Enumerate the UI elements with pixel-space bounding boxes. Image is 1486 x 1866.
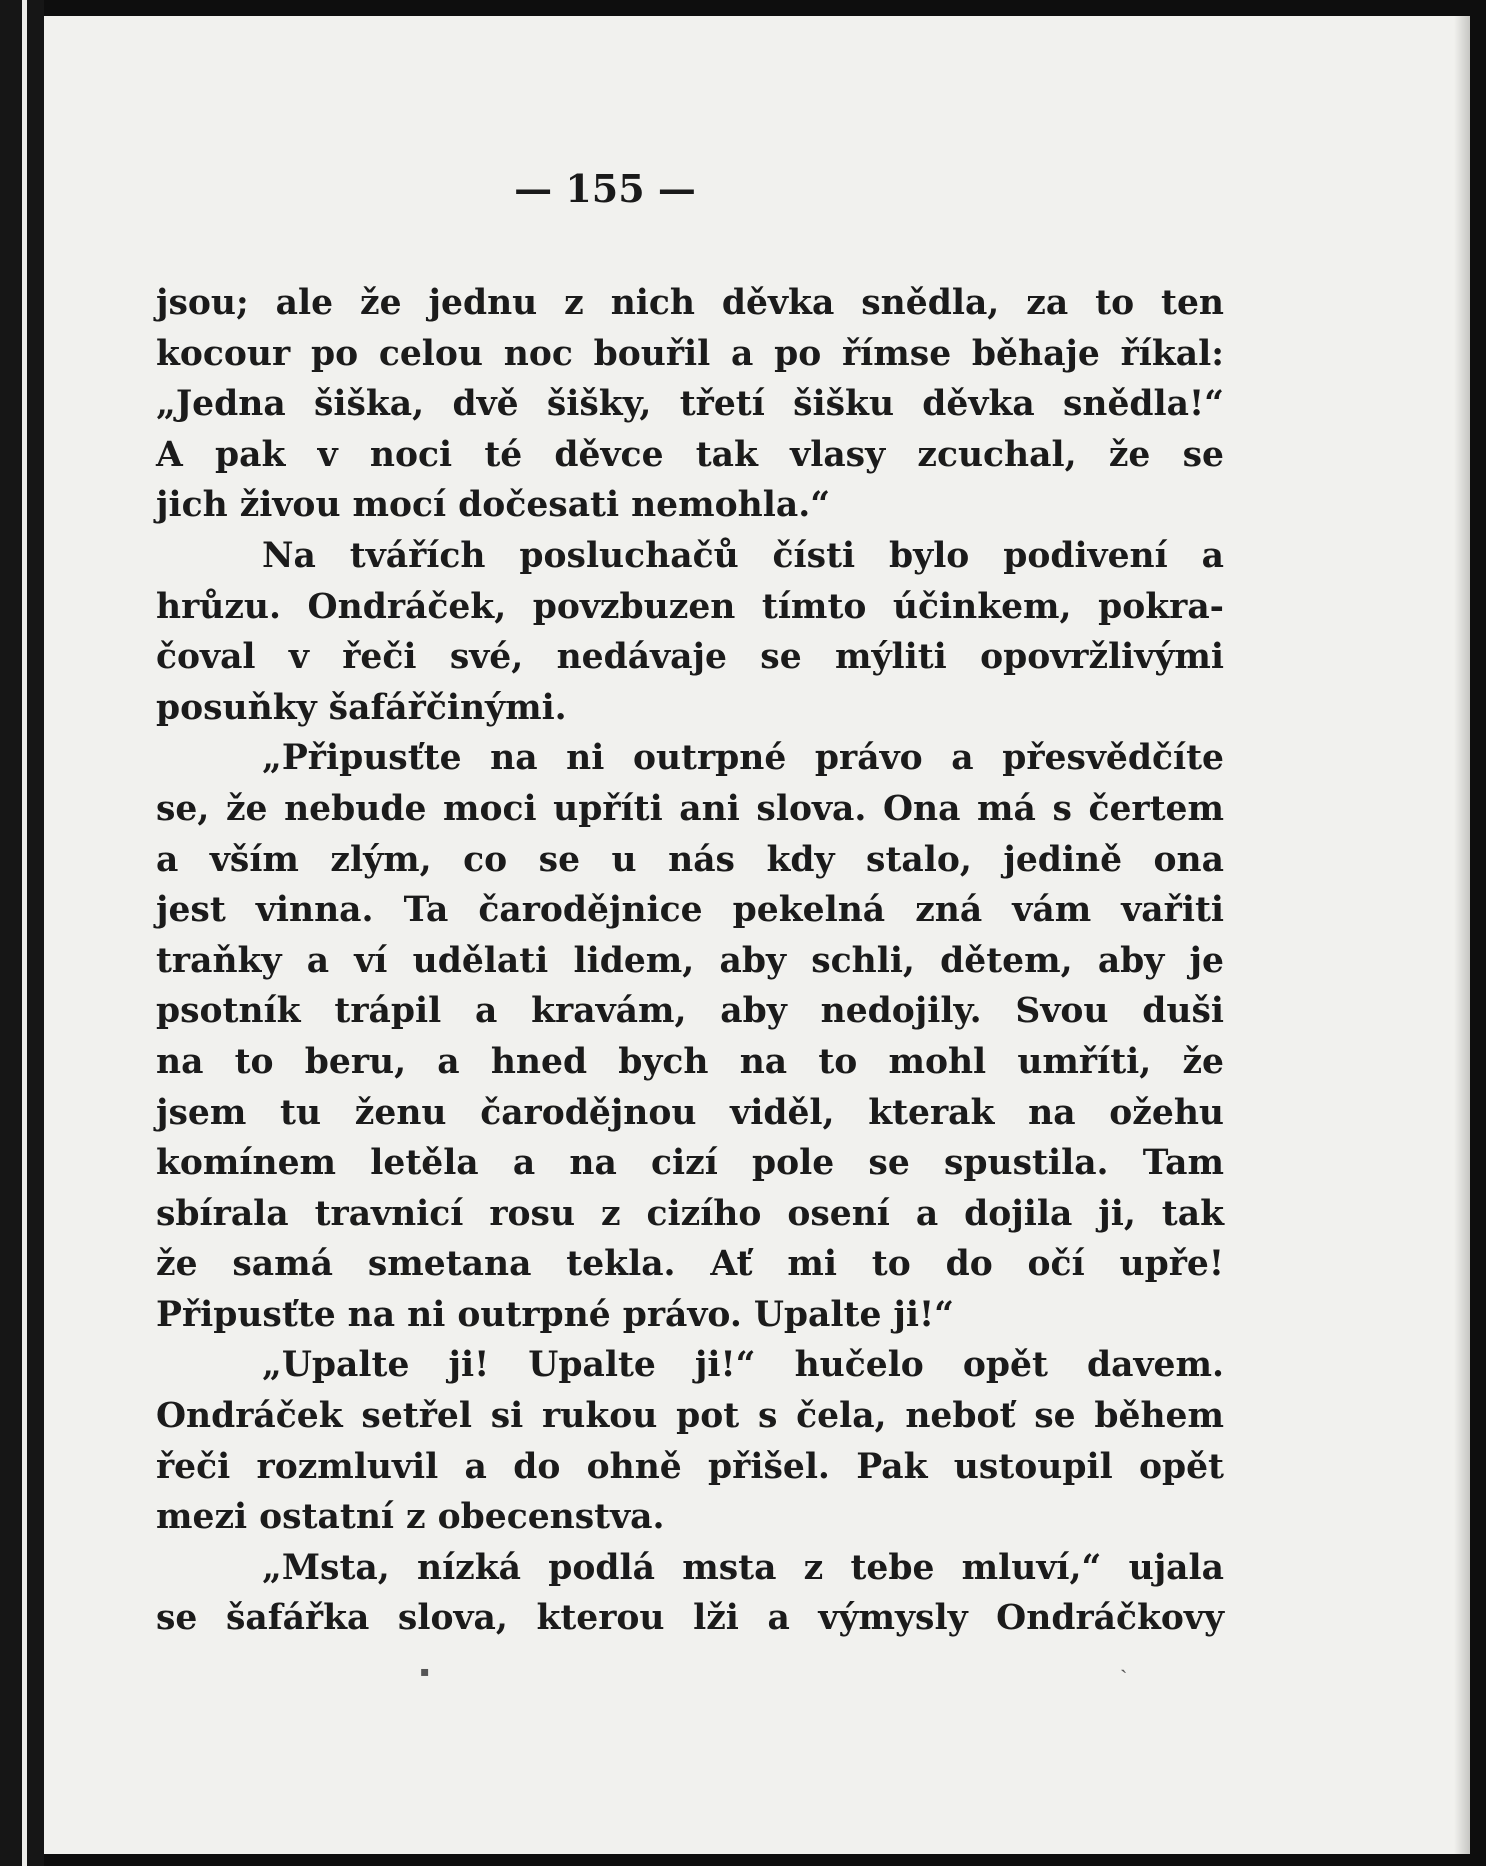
text-line: čoval v řeči své, nedávaje se mýliti opovržlivými xyxy=(156,637,1224,678)
text-line: jsou; ale že jednu z nich děvka snědla, za to ten xyxy=(156,283,1224,323)
text-line: „Upalte ji! Upalte ji!“ hučelo opět davem. xyxy=(262,1345,1224,1386)
text-line: řeči rozmluvil a do ohně přišel. Pak ustoupil opět xyxy=(156,1446,1224,1487)
text-line: „Jedna šiška, dvě šišky, třetí šišku děvka snědla!“ xyxy=(156,384,1224,425)
text-line: komínem letěla a na cizí pole se spustila. Tam xyxy=(156,1143,1224,1184)
text-line: psotník trápil a kravám, aby nedojily. Svou duši xyxy=(156,991,1224,1032)
text-line: hrůzu. Ondráček, povzbuzen tímto účinkem, pokra- xyxy=(156,586,1224,627)
page-number: — 155 — xyxy=(514,166,696,211)
text-line: Ondráček setřel si rukou pot s čela, neboť se během xyxy=(156,1396,1224,1437)
text-line: a vším zlým, co se u nás kdy stalo, jedině ona xyxy=(156,839,1224,880)
text-line: „Připusťte na ni outrpné právo a přesvědčíte xyxy=(262,738,1224,779)
text-line: že samá smetana tekla. Ať mi to do očí upře! xyxy=(156,1244,1224,1285)
text-line: traňky a ví udělati lidem, aby schli, dětem, aby je xyxy=(156,940,1224,981)
text-line: jest vinna. Ta čarodějnice pekelná zná vám vařiti xyxy=(156,890,1224,931)
previous-page-edge xyxy=(22,0,27,1866)
book-page xyxy=(44,16,1470,1854)
scan-speck: ˎ xyxy=(1120,1649,1128,1674)
text-line: A pak v noci té děvce tak vlasy zcuchal, že se xyxy=(156,434,1224,475)
text-line: se, že nebude moci upříti ani slova. Ona má s čertem xyxy=(156,788,1224,829)
body-text xyxy=(156,278,1224,1644)
text-line: kocour po celou noc bouřil a po římse běhaje říkal: xyxy=(156,333,1224,374)
text-line: jich živou mocí dočesati nemohla.“ xyxy=(156,485,831,526)
scan-left-border xyxy=(0,0,44,1866)
scan-speck: ▪ xyxy=(420,1664,430,1680)
text-line: „Msta, nízká podlá msta z tebe mluví,“ ujala xyxy=(262,1547,1224,1588)
page-gutter-shadow xyxy=(1454,16,1470,1854)
text-line: posuňky šafářčinými. xyxy=(156,687,567,728)
text-line: jsem tu ženu čarodějnou viděl, kterak na ožehu xyxy=(156,1092,1224,1133)
text-line: sbírala travnicí rosu z cizího osení a dojila ji, tak xyxy=(156,1193,1224,1234)
text-line: na to beru, a hned bych na to mohl umříti, že xyxy=(156,1041,1224,1082)
text-line: Připusťte na ni outrpné právo. Upalte ji!“ xyxy=(156,1294,954,1335)
text-line: se šafářka slova, kterou lži a výmysly Ondráčkovy xyxy=(156,1598,1224,1639)
text-line: mezi ostatní z obecenstva. xyxy=(156,1497,665,1538)
text-line: Na tvářích posluchačů čísti bylo podivení a xyxy=(262,535,1224,576)
